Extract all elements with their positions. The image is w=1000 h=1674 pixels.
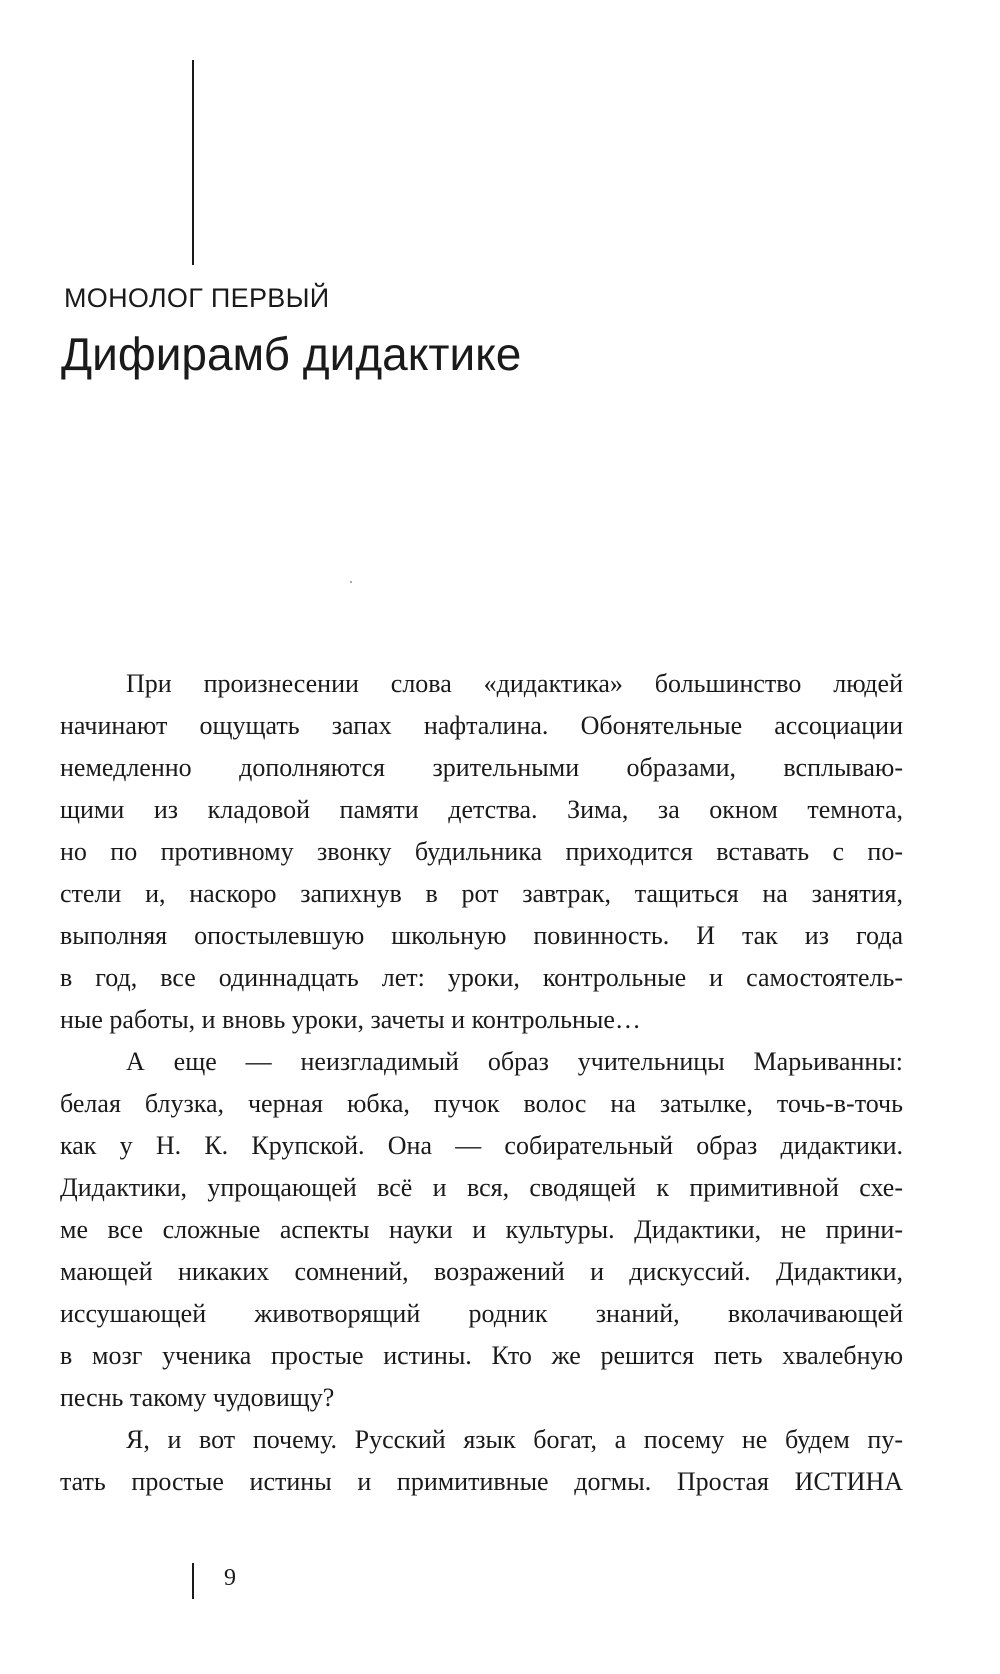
text-line: ме все сложные аспекты науки и культуры. Дидактики, не прини- [60, 1215, 903, 1244]
text-line: как у Н. К. Крупской. Она — собирательный образ дидактики. [60, 1131, 903, 1160]
page-number: 9 [224, 1565, 236, 1591]
text-line: в год, все одиннадцать лет: уроки, контрольные и самостоятель- [60, 963, 903, 992]
text-line: Я, и вот почему. Русский язык богат, а посему не будем пу- [126, 1425, 903, 1454]
text-line: иссушающей животворящий родник знаний, вколачивающей [60, 1299, 903, 1328]
text-line: Дидактики, упрощающей всё и вся, сводящей к примитивной схе- [60, 1173, 903, 1202]
text-line: стели и, наскоро запихнув в рот завтрак, тащиться на занятия, [60, 879, 903, 908]
top-vertical-rule [192, 60, 194, 265]
text-line: песнь такому чудовищу? [60, 1383, 335, 1412]
text-line: тать простые истины и примитивные догмы. Простая ИСТИНА [60, 1467, 903, 1496]
text-line: немедленно дополняются зрительными образами, всплываю- [60, 753, 903, 782]
text-line: выполняя опостылевшую школьную повинность. И так из года [60, 921, 903, 950]
text-line: ные работы, и вновь уроки, зачеты и контрольные… [60, 1005, 641, 1034]
chapter-label: МОНОЛОГ ПЕРВЫЙ [64, 283, 330, 313]
footer-vertical-rule [192, 1563, 194, 1599]
chapter-title: Дифирамб дидактике [61, 328, 522, 380]
text-line: щими из кладовой памяти детства. Зима, за окном темнота, [60, 795, 903, 824]
text-line: начинают ощущать запах нафталина. Обонятельные ассоциации [60, 711, 903, 740]
text-line: белая блузка, черная юбка, пучок волос на затылке, точь-в-точь [60, 1089, 903, 1118]
text-line: но по противному звонку будильника приходится вставать с по- [60, 837, 903, 866]
text-line: в мозг ученика простые истины. Кто же решится петь хвалебную [60, 1341, 903, 1370]
text-line: При произнесении слова «дидактика» большинство людей [126, 669, 903, 698]
text-line: мающей никаких сомнений, возражений и дискуссий. Дидактики, [60, 1257, 903, 1286]
body-text [60, 663, 903, 1503]
text-line: А еще — неизгладимый образ учительницы Марьиванны: [126, 1047, 903, 1076]
print-speck [350, 581, 352, 583]
